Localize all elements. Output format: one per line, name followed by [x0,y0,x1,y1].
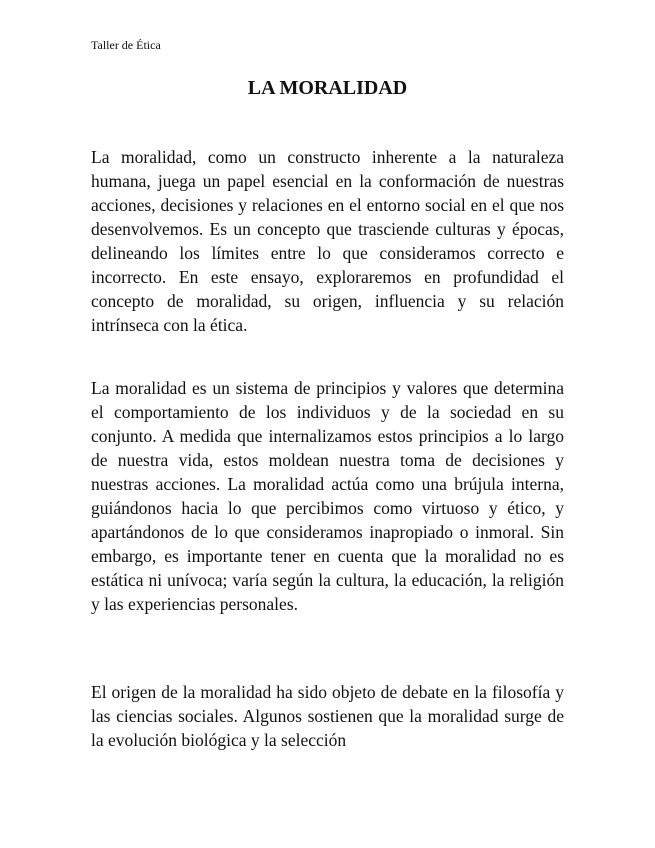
page-header: Taller de Ética [91,38,161,52]
paragraph-1: La moralidad, como un constructo inherente a la naturaleza humana, juega un papel esencial en la conformación de nuestras acciones, decisiones y relaciones en el entorno social en el que nos desenvolvemos. Es un concepto que trasciende culturas y épocas, delineando los límites entre lo que consideramos correcto e incorrecto. En este ensayo, exploraremos en profundidad el concepto de moralidad, su origen, influencia y su relación intrínseca con la ética. [91,147,564,335]
paragraph-3: El origen de la moralidad ha sido objeto de debate en la filosofía y las ciencias sociales. Algunos sostienen que la moralidad surge de la evolución biológica y la selección [91,682,564,750]
document-title: LA MORALIDAD [247,77,408,99]
paragraph-2: La moralidad es un sistema de principios y valores que determina el comportamiento de los individuos y de la sociedad en su conjunto. A medida que internalizamos estos principios a lo largo de nuestra vida, estos moldean nuestra toma de decisiones y nuestras acciones. La moralidad actúa como una brújula interna, guiándonos hacia lo que percibimos como virtuoso y ético, y apartándonos de lo que consideramos inapropiado o inmoral. Sin embargo, es importante tener en cuenta que la moralidad no es estática ni unívoca; varía según la cultura, la educación, la religión y las experiencias personales. [91,378,564,614]
